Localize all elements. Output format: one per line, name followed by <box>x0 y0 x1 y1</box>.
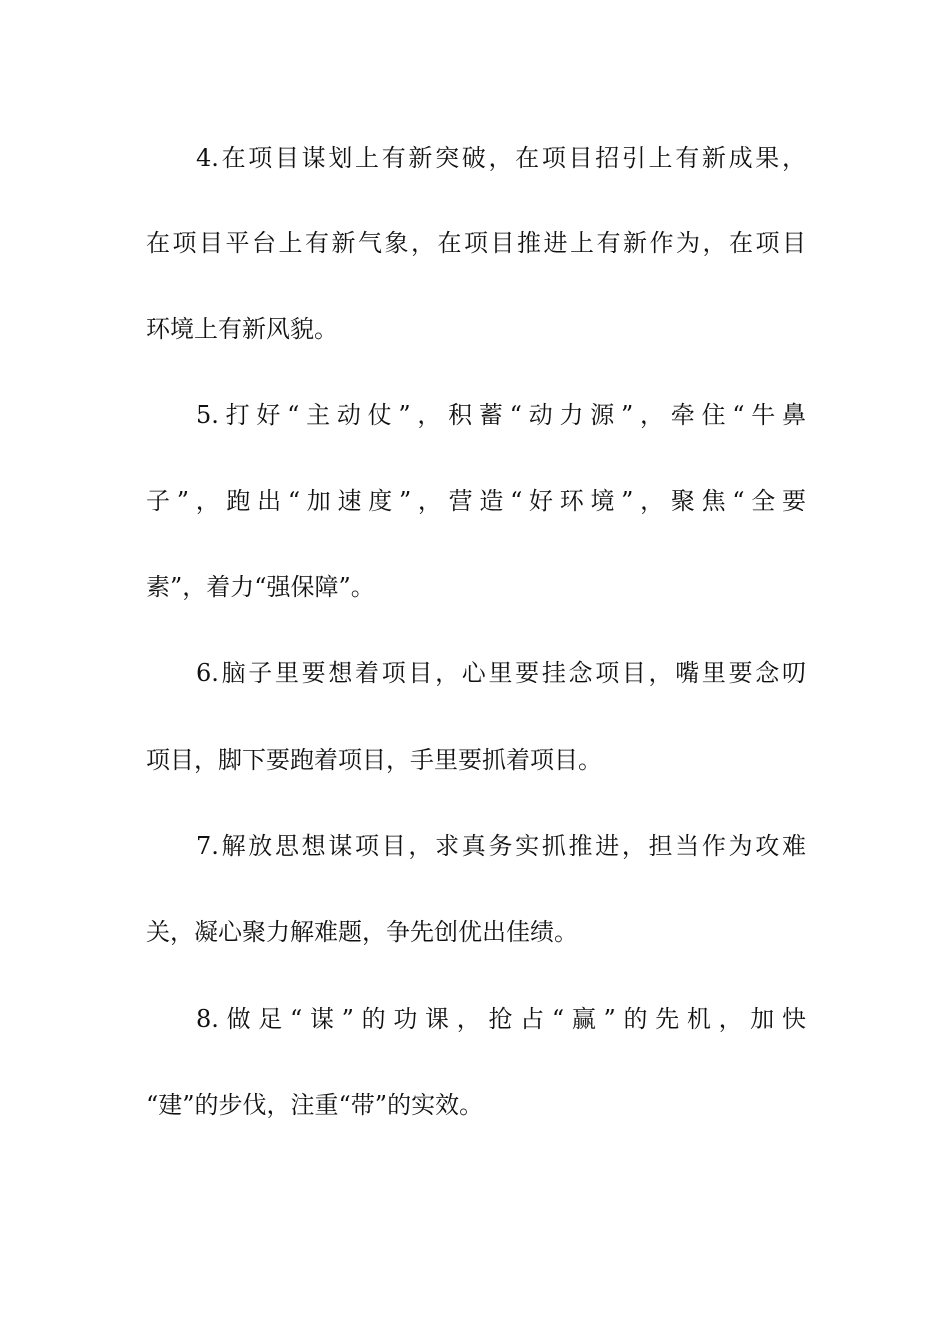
paragraph-8-line-2: “建”的步伐，注重“带”的实效。 <box>146 1091 484 1119</box>
paragraph-5-line-2: 子”，跑出“加速度”，营造“好环境”，聚焦“全要 <box>146 487 806 515</box>
paragraph-6-line-1: 6.脑子里要想着项目，心里要挂念项目，嘴里要念叨 <box>196 659 806 687</box>
paragraph-4-line-3: 环境上有新风貌。 <box>146 315 338 343</box>
paragraph-7-line-1: 7.解放思想谋项目，求真务实抓推进，担当作为攻难 <box>196 832 806 860</box>
paragraph-5-line-1: 5.打好“主动仗”，积蓄“动力源”，牵住“牛鼻 <box>196 401 806 429</box>
paragraph-4-line-1: 4.在项目谋划上有新突破，在项目招引上有新成果， <box>196 144 806 172</box>
paragraph-5-line-3: 素”，着力“强保障”。 <box>146 573 375 601</box>
paragraph-7-line-2: 关，凝心聚力解难题，争先创优出佳绩。 <box>146 918 578 946</box>
paragraph-6-line-2: 项目，脚下要跑着项目，手里要抓着项目。 <box>146 746 602 774</box>
paragraph-8-line-1: 8.做足“谋”的功课，抢占“赢”的先机，加快 <box>196 1005 806 1033</box>
paragraph-4-line-2: 在项目平台上有新气象，在项目推进上有新作为，在项目 <box>146 229 806 257</box>
